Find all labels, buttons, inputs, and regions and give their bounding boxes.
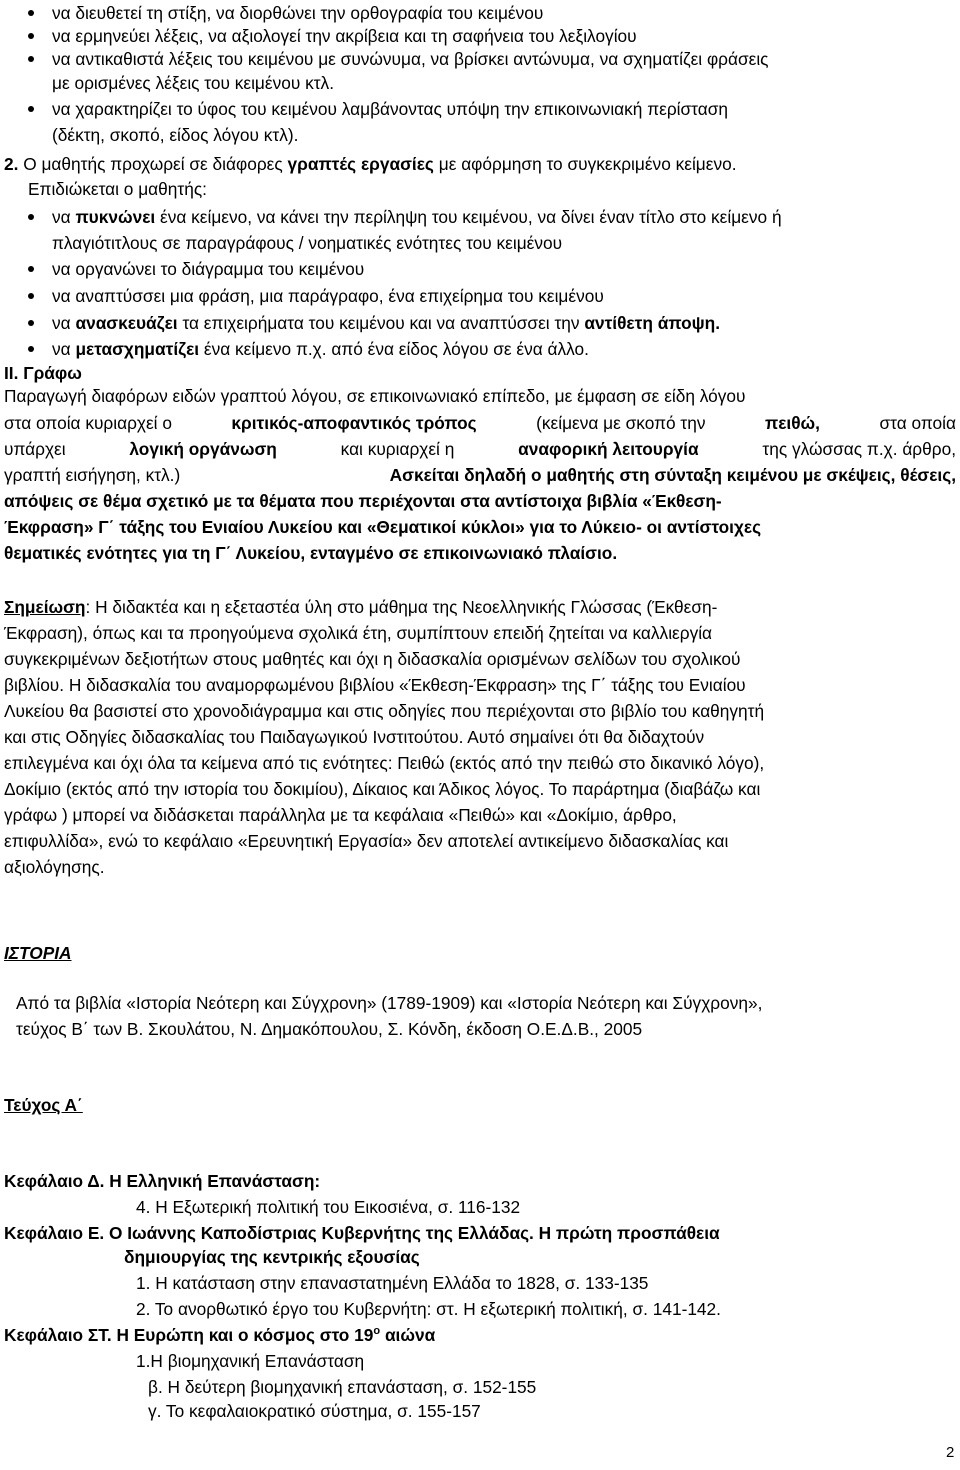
bullet-text: να ανασκευάζει τα επιχειρήματα του κειμένου και να αναπτύσσει την αντίθετη άποψη. (52, 313, 721, 333)
book-line: Από τα βιβλία «Ιστορία Νεότερη και Σύγχρονη» (1789-1909) και «Ιστορία Νεότερη και Σύγχρονη», (16, 993, 763, 1013)
item-emphasis: γραπτές εργασίες (287, 154, 434, 174)
note-line: Έκφραση), όπως και τα προηγούμενα σχολικά έτη, συμπίπτουν επειδή ζητείται να καλλιεργία (4, 623, 713, 643)
page-number: 2 (946, 1444, 955, 1461)
bullet-text: να ερμηνεύει λέξεις, να αξιολογεί την ακρίβεια και τη σαφήνεια του λεξιλογίου (52, 26, 637, 46)
paragraph-line: στα οποία κυριαρχεί ο κριτικός-αποφαντικός τρόπος (κείμενα με σκοπό την πειθώ, στα οποία (4, 413, 956, 433)
bullet-text: να διευθετεί τη στίξη, να διορθώνει την ορθογραφία του κειμένου (52, 3, 544, 23)
note-line: Δοκίμιο (εκτός από την ιστορία του δοκιμίου), Δίκαιος και Άδικος λόγος. Το παράρτημα (διαβάζω και (4, 779, 761, 799)
paragraph-line: Παραγωγή διαφόρων ειδών γραπτού λόγου, σε επικοινωνιακό επίπεδο, με έμφαση σε είδη λόγου (4, 386, 746, 406)
bullet-marker (28, 33, 34, 39)
note-line: Σημείωση: Η διδακτέα και η εξεταστέα ύλη στο μάθημα της Νεοελληνικής Γλώσσας (Έκθεση- (4, 597, 718, 617)
bullet-marker (28, 346, 34, 352)
note-line: βιβλίου. Η διδασκαλία του αναμορφωμένου βιβλίου «Έκθεση-Έκφραση» της Γ΄ τάξης του Ενιαίου (4, 675, 746, 695)
bullet-text: (δέκτη, σκοπό, είδος λόγου κτλ). (52, 125, 299, 145)
note-line: Λυκείου θα βασιστεί στο χρονοδιάγραμμα και στις οδηγίες που περιέχονται στο βιβλίο του καθηγητή (4, 701, 765, 721)
note-line: γράφω ) μπορεί να διδάσκεται παράλληλα με τα κεφάλαια «Πειθώ» και «Δοκίμιο, άρθρο, (4, 805, 677, 825)
chapter-item: 2. Το ανορθωτικό έργο του Κυβερνήτη: στ. Η εξωτερική πολιτική, σ. 141-142. (136, 1299, 721, 1319)
item-text: Ο μαθητής προχωρεί σε διάφορες (23, 154, 283, 174)
bullet-marker (28, 56, 34, 62)
chapter-item: 1.Η βιομηχανική Επανάσταση (136, 1351, 365, 1371)
bullet-marker (28, 10, 34, 16)
bullet-text: με ορισμένες λέξεις του κειμένου κτλ. (52, 73, 335, 93)
paragraph-line: υπάρχει λογική οργάνωση και κυριαρχεί η αναφορική λειτουργία της γλώσσας π.χ. άρθρο, (4, 439, 956, 459)
item-number: 2. (4, 154, 19, 174)
chapter-heading: Κεφάλαιο ΣΤ. Η Ευρώπη και ο κόσμος στο $19^o$ αιώνα (4, 1325, 436, 1345)
note-line: επιλεγμένα και όχι όλα τα κείμενα από τις ενότητες: Πειθώ (εκτός από την πειθώ στο δικανικό λόγο), (4, 753, 765, 773)
note-line: συγκεκριμένων δεξιοτήτων στους μαθητές και όχι η διδασκαλία ορισμένων σελίδων του σχολικού (4, 649, 741, 669)
bullet-marker (28, 293, 34, 299)
bullet-marker (28, 106, 34, 112)
note-line: και στις Οδηγίες διδασκαλίας του Παιδαγωγικού Ινστιτούτου. Αυτό σημαίνει ότι θα διδαχτούν (4, 727, 705, 747)
bullet-text: να μετασχηματίζει ένα κείμενο π.χ. από ένα είδος λόγου σε ένα άλλο. (52, 339, 589, 359)
chapter-item: γ. Το κεφαλαιοκρατικό σύστημα, σ. 155-157 (148, 1401, 481, 1421)
volume-title: Τεύχος Α΄ (4, 1095, 83, 1115)
chapter-heading: Κεφάλαιο Δ. Η Ελληνική Επανάσταση: (4, 1171, 321, 1191)
note-label: Σημείωση (4, 597, 86, 617)
paragraph-line: γραπτή εισήγηση, κτλ.) Ασκείται δηλαδή ο μαθητής στη σύνταξη κειμένου με σκέψεις, θέσεις, (4, 465, 956, 485)
book-line: τεύχος Β΄ των Β. Σκουλάτου, Ν. Δημακόπουλου, Σ. Κόνδη, έκδοση Ο.Ε.Δ.Β., 2005 (16, 1019, 643, 1039)
chapter-heading: δημιουργίας της κεντρικής εξουσίας (124, 1247, 420, 1267)
note-line: αξιολόγησης. (4, 857, 105, 877)
section-title: ΙΣΤΟΡΙΑ (4, 943, 72, 963)
bullet-marker (28, 214, 34, 220)
chapter-item: β. Η δεύτερη βιομηχανική επανάσταση, σ. 152-155 (148, 1377, 537, 1397)
bullet-text: να αναπτύσσει μια φράση, μια παράγραφο, ένα επιχείρημα του κειμένου (52, 286, 604, 306)
chapter-item: 4. Η Εξωτερική πολιτική του Εικοσιένα, σ. 116-132 (136, 1197, 521, 1217)
item-text: με αφόρμηση το συγκεκριμένο κείμενο. (438, 154, 737, 174)
item-2 (4, 153, 737, 175)
paragraph-line: Έκφραση» Γ΄ τάξης του Ενιαίου Λυκείου και «Θεματικοί κύκλοι» για το Λύκειο- οι αντίστοιχες (4, 517, 762, 537)
bullet-text: πλαγιότιτλους σε παραγράφους / νοηματικές ενότητες του κειμένου (52, 233, 563, 253)
chapter-heading: Κεφάλαιο Ε. Ο Ιωάννης Καποδίστριας Κυβερνήτης της Ελλάδας. Η πρώτη προσπάθεια (4, 1223, 720, 1243)
paragraph-line: απόψεις σε θέμα σχετικό με τα θέματα που περιέχονται στα αντίστοιχα βιβλία «Έκθεση- (4, 491, 722, 511)
goal-text: Επιδιώκεται ο μαθητής: (28, 179, 207, 199)
bullet-text: να οργανώνει το διάγραμμα του κειμένου (52, 259, 365, 279)
bullet-marker (28, 266, 34, 272)
bullet-marker (28, 320, 34, 326)
note-line: επιφυλλίδα», ενώ το κεφάλαιο «Ερευνητική Εργασία» δεν αποτελεί αντικείμενο διδασκαλίας και (4, 831, 729, 851)
bullet-text: να πυκνώνει ένα κείμενο, να κάνει την περίληψη του κειμένου, να δίνει έναν τίτλο στο κείμενο ή (52, 207, 782, 227)
section-heading: ΙΙ. Γράφω (4, 363, 82, 383)
chapter-item: 1. Η κατάσταση στην επαναστατημένη Ελλάδα το 1828, σ. 133-135 (136, 1273, 649, 1293)
bullet-text: να αντικαθιστά λέξεις του κειμένου με συνώνυμα, να βρίσκει αντώνυμα, να σχηματίζει φράσεις (52, 49, 769, 69)
bullet-text: να χαρακτηρίζει το ύφος του κειμένου λαμβάνοντας υπόψη την επικοινωνιακή περίσταση (52, 99, 729, 119)
paragraph-line: θεματικές ενότητες για τη Γ΄ Λυκείου, ενταγμένο σε επικοινωνιακό πλαίσιο. (4, 543, 618, 563)
